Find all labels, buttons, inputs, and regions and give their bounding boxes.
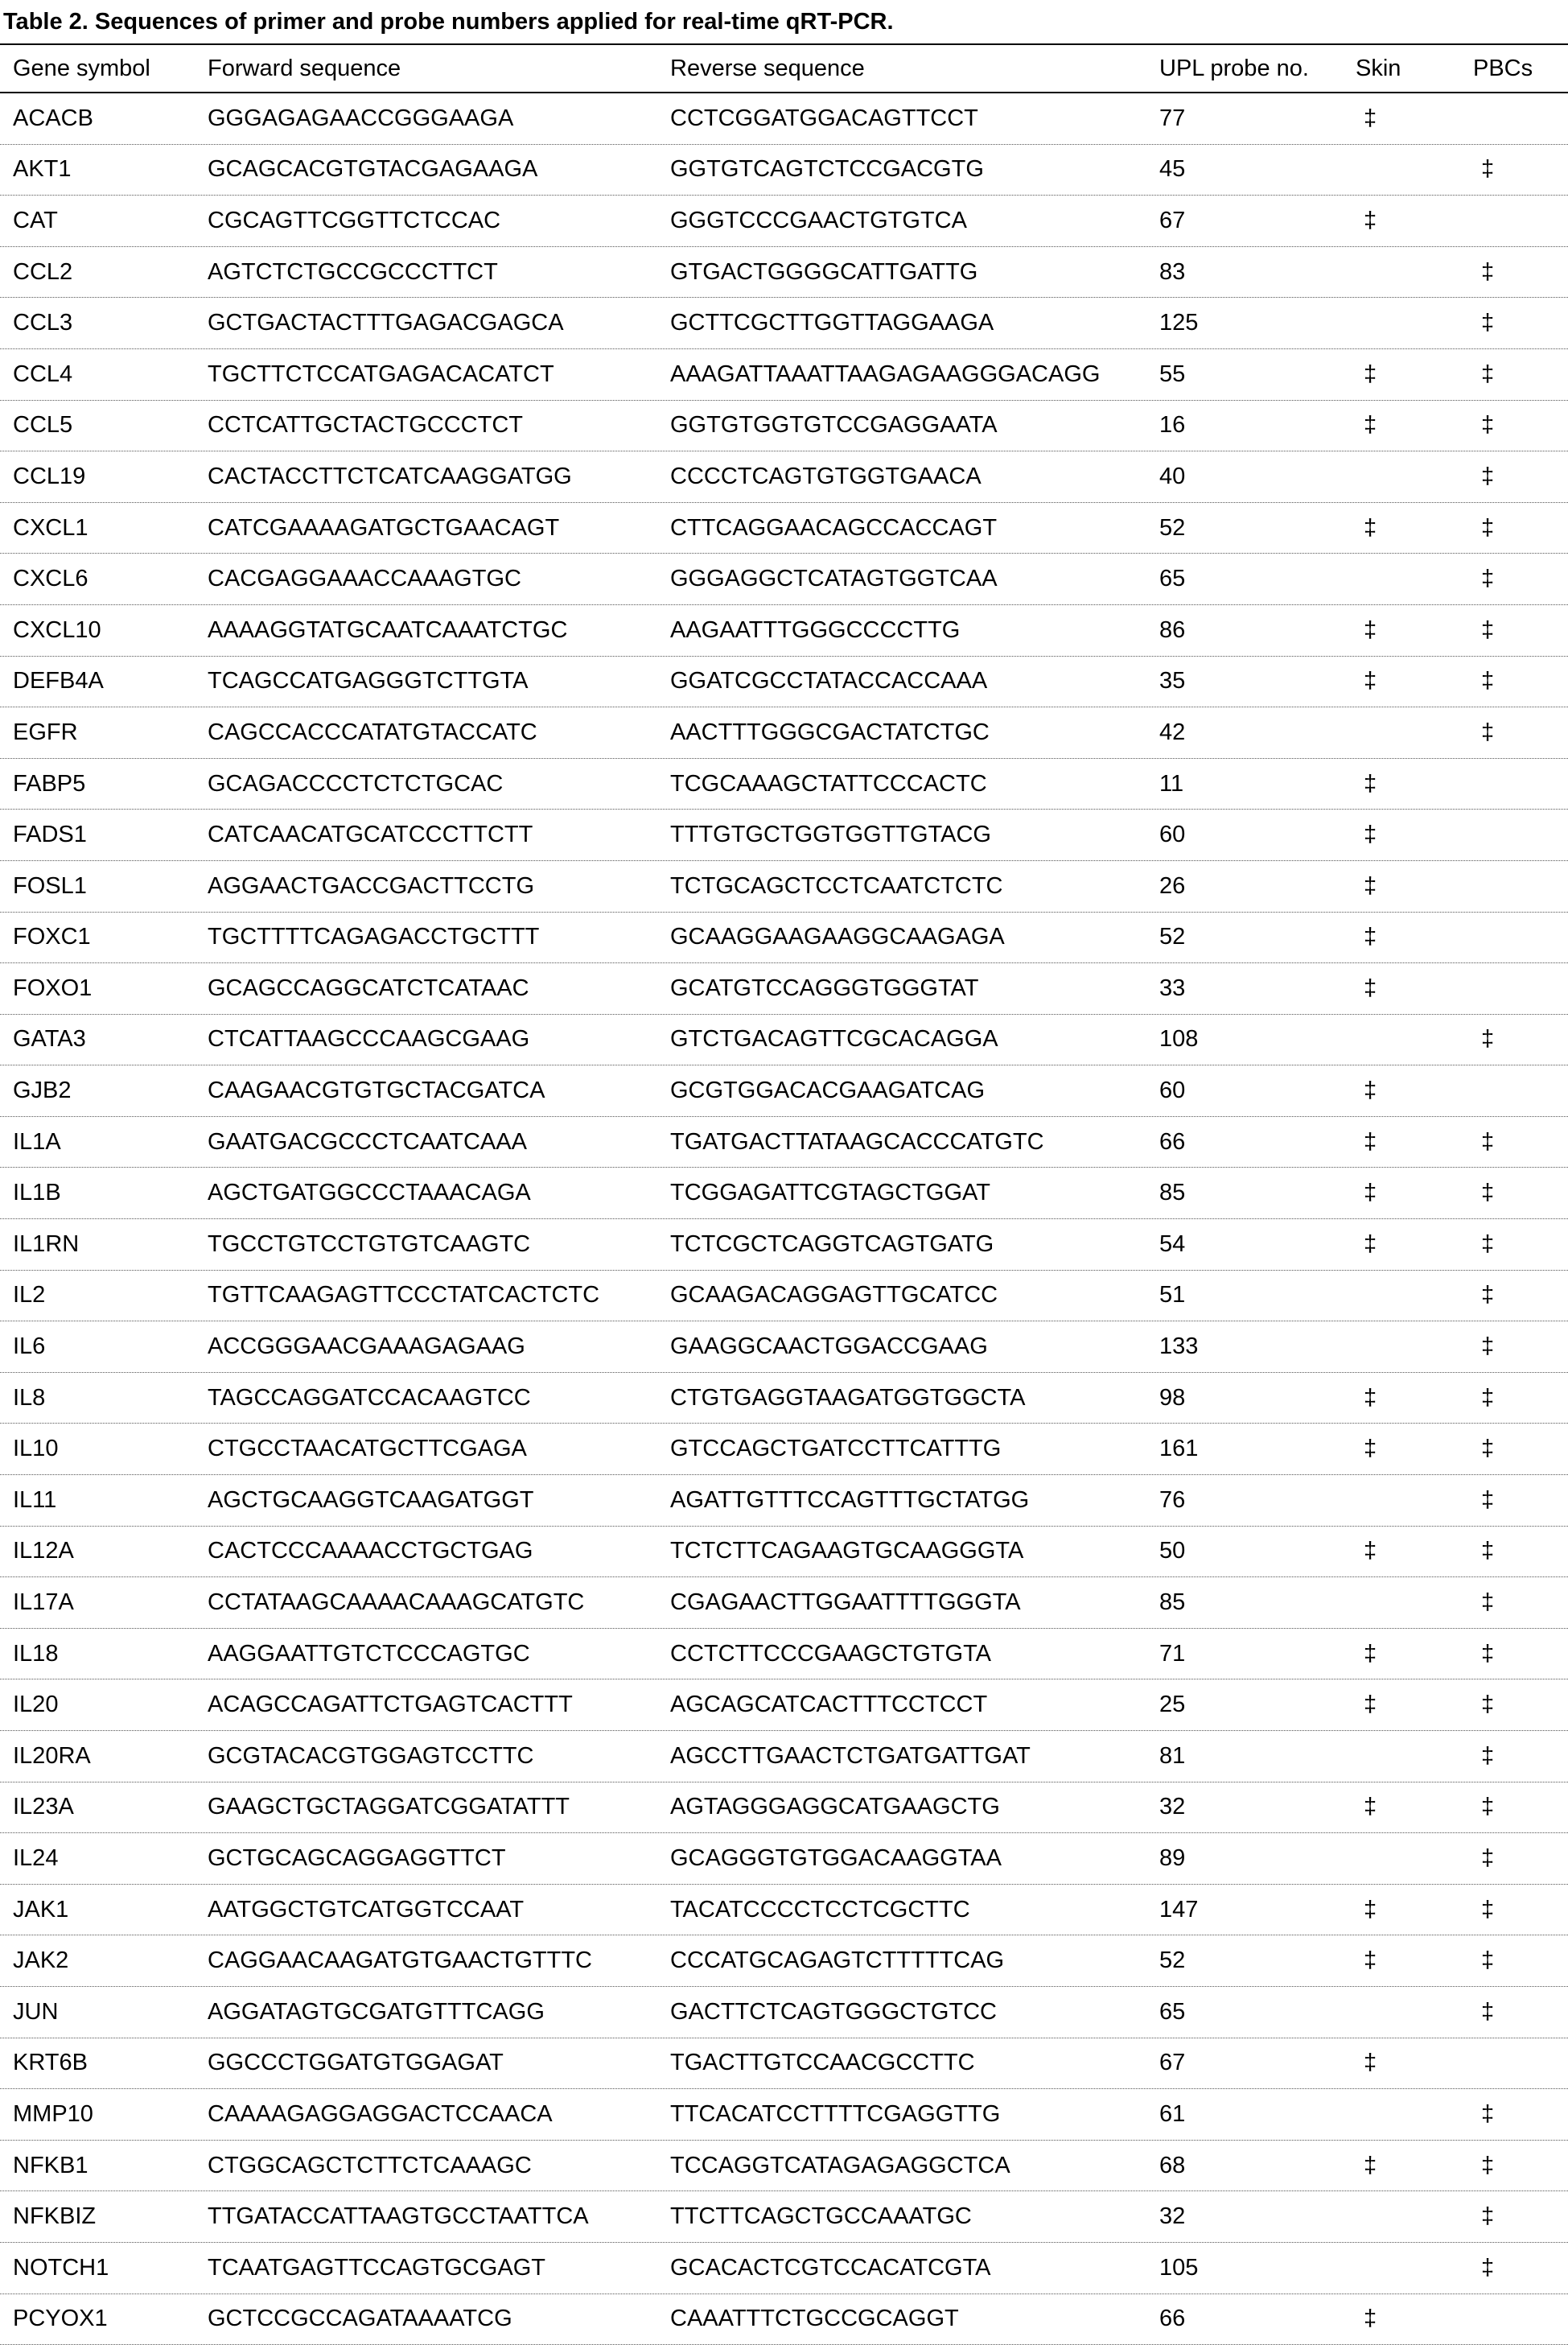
gene-symbol-cell: CCL2 — [13, 258, 73, 285]
skin-mark-cell: ‡ — [1364, 1794, 1377, 1820]
upl-probe-cell: 105 — [1159, 2254, 1199, 2281]
pbcs-mark-cell: ‡ — [1481, 1436, 1495, 1462]
gene-symbol-cell: IL10 — [13, 1436, 59, 1462]
reverse-sequence-cell: AAGAATTTGGGCCCCTTG — [670, 616, 961, 643]
gene-symbol-cell: IL23A — [13, 1794, 74, 1820]
header-upl-probe-no: UPL probe no. — [1159, 55, 1309, 81]
skin-mark-cell: ‡ — [1364, 872, 1377, 899]
upl-probe-cell: 85 — [1159, 1589, 1186, 1616]
skin-mark-cell: ‡ — [1364, 1180, 1377, 1206]
forward-sequence-cell: ACAGCCAGATTCTGAGTCACTTT — [208, 1692, 573, 1718]
reverse-sequence-cell: AAAGATTAAATTAAGAGAAGGGACAGG — [670, 361, 1101, 387]
upl-probe-cell: 67 — [1159, 2050, 1186, 2076]
table-row — [0, 1475, 1568, 1527]
skin-mark-cell: ‡ — [1364, 2050, 1377, 2076]
gene-symbol-cell: IL8 — [13, 1384, 46, 1411]
forward-sequence-cell: CCTATAAGCAAAACAAAGCATGTC — [208, 1589, 585, 1616]
pbcs-mark-cell: ‡ — [1481, 1230, 1495, 1257]
upl-probe-cell: 86 — [1159, 616, 1186, 643]
skin-mark-cell: ‡ — [1364, 1078, 1377, 1104]
skin-mark-cell: ‡ — [1364, 1896, 1377, 1923]
table-row — [0, 1731, 1568, 1782]
upl-probe-cell: 133 — [1159, 1333, 1199, 1360]
reverse-sequence-cell: GTCCAGCTGATCCTTCATTTG — [670, 1436, 1002, 1462]
upl-probe-cell: 33 — [1159, 975, 1186, 1001]
reverse-sequence-cell: AGCCTTGAACTCTGATGATTGAT — [670, 1742, 1031, 1769]
skin-mark-cell: ‡ — [1364, 412, 1377, 439]
table-row — [0, 401, 1568, 452]
upl-probe-cell: 26 — [1159, 872, 1186, 899]
forward-sequence-cell: GCAGCCAGGCATCTCATAAC — [208, 975, 529, 1001]
forward-sequence-cell: CAGCCACCCATATGTACCATC — [208, 719, 537, 745]
upl-probe-cell: 108 — [1159, 1026, 1199, 1053]
skin-mark-cell: ‡ — [1364, 1947, 1377, 1974]
header-reverse-sequence: Reverse sequence — [670, 55, 865, 81]
gene-symbol-cell: CCL4 — [13, 361, 73, 387]
skin-mark-cell: ‡ — [1364, 1692, 1377, 1718]
table-row — [0, 2294, 1568, 2345]
upl-probe-cell: 54 — [1159, 1230, 1186, 1257]
pbcs-mark-cell: ‡ — [1481, 1640, 1495, 1667]
reverse-sequence-cell: TGACTTGTCCAACGCCTTC — [670, 2050, 975, 2076]
forward-sequence-cell: TGCTTTTCAGAGACCTGCTTT — [208, 924, 540, 950]
skin-mark-cell: ‡ — [1364, 514, 1377, 541]
table-row — [0, 2089, 1568, 2141]
reverse-sequence-cell: AGTAGGGAGGCATGAAGCTG — [670, 1794, 1000, 1820]
table-body — [0, 93, 1568, 2345]
upl-probe-cell: 65 — [1159, 1998, 1186, 2025]
reverse-sequence-cell: GCAAGGAAGAAGGCAAGAGA — [670, 924, 1005, 950]
gene-symbol-cell: DEFB4A — [13, 668, 104, 694]
upl-probe-cell: 52 — [1159, 514, 1186, 541]
upl-probe-cell: 71 — [1159, 1640, 1186, 1667]
forward-sequence-cell: AGTCTCTGCCGCCCTTCT — [208, 258, 498, 285]
forward-sequence-cell: TCAGCCATGAGGGTCTTGTA — [208, 668, 529, 694]
table-row — [0, 1935, 1568, 1987]
gene-symbol-cell: FOXO1 — [13, 975, 93, 1001]
pbcs-mark-cell: ‡ — [1481, 2100, 1495, 2127]
forward-sequence-cell: CATCGAAAAGATGCTGAACAGT — [208, 514, 560, 541]
skin-mark-cell: ‡ — [1364, 2306, 1377, 2332]
skin-mark-cell: ‡ — [1364, 975, 1377, 1001]
forward-sequence-cell: CAAGAACGTGTGCTACGATCA — [208, 1078, 545, 1104]
forward-sequence-cell: GGCCCTGGATGTGGAGAT — [208, 2050, 504, 2076]
pbcs-mark-cell: ‡ — [1481, 1844, 1495, 1871]
forward-sequence-cell: TAGCCAGGATCCACAAGTCC — [208, 1384, 531, 1411]
pbcs-mark-cell: ‡ — [1481, 310, 1495, 336]
upl-probe-cell: 60 — [1159, 1078, 1186, 1104]
upl-probe-cell: 76 — [1159, 1486, 1186, 1513]
table-row — [0, 298, 1568, 349]
reverse-sequence-cell: GCACACTCGTCCACATCGTA — [670, 2254, 991, 2281]
forward-sequence-cell: AGGAACTGACCGACTTCCTG — [208, 872, 535, 899]
upl-probe-cell: 147 — [1159, 1896, 1199, 1923]
table-caption: Table 2. Sequences of primer and probe numbers applied for real-time qRT-PCR. — [3, 9, 894, 35]
forward-sequence-cell: GCTGACTACTTTGAGACGAGCA — [208, 310, 564, 336]
reverse-sequence-cell: TACATCCCCTCCTCGCTTC — [670, 1896, 970, 1923]
gene-symbol-cell: NFKB1 — [13, 2152, 88, 2178]
gene-symbol-cell: CXCL10 — [13, 616, 101, 643]
upl-probe-cell: 89 — [1159, 1844, 1186, 1871]
reverse-sequence-cell: GAAGGCAACTGGACCGAAG — [670, 1333, 988, 1360]
header-pbcs: PBCs — [1473, 55, 1533, 81]
reverse-sequence-cell: CCCCTCAGTGTGGTGAACA — [670, 463, 982, 489]
forward-sequence-cell: CAGGAACAAGATGTGAACTGTTTC — [208, 1947, 592, 1974]
gene-symbol-cell: MMP10 — [13, 2100, 93, 2127]
gene-symbol-cell: CCL3 — [13, 310, 73, 336]
table-row — [0, 1219, 1568, 1271]
upl-probe-cell: 125 — [1159, 310, 1199, 336]
forward-sequence-cell: CTGGCAGCTCTTCTCAAAGC — [208, 2152, 532, 2178]
forward-sequence-cell: CATCAACATGCATCCCTTCTT — [208, 822, 533, 848]
forward-sequence-cell: CACTCCCAAAACCTGCTGAG — [208, 1538, 533, 1564]
skin-mark-cell: ‡ — [1364, 2152, 1377, 2178]
gene-symbol-cell: FOSL1 — [13, 872, 87, 899]
reverse-sequence-cell: GTCTGACAGTTCGCACAGGA — [670, 1026, 998, 1053]
pbcs-mark-cell: ‡ — [1481, 463, 1495, 489]
skin-mark-cell: ‡ — [1364, 1538, 1377, 1564]
table-header-row — [0, 45, 1568, 93]
reverse-sequence-cell: GCTTCGCTTGGTTAGGAAGA — [670, 310, 994, 336]
upl-probe-cell: 32 — [1159, 1794, 1186, 1820]
gene-symbol-cell: KRT6B — [13, 2050, 88, 2076]
table-row — [0, 1679, 1568, 1731]
upl-probe-cell: 60 — [1159, 822, 1186, 848]
table-row — [0, 1424, 1568, 1475]
header-forward-sequence: Forward sequence — [208, 55, 401, 81]
pbcs-mark-cell: ‡ — [1481, 1026, 1495, 1053]
forward-sequence-cell: AGCTGCAAGGTCAAGATGGT — [208, 1486, 534, 1513]
pbcs-mark-cell: ‡ — [1481, 1742, 1495, 1769]
forward-sequence-cell: AAGGAATTGTCTCCCAGTGC — [208, 1640, 530, 1667]
pbcs-mark-cell: ‡ — [1481, 258, 1495, 285]
skin-mark-cell: ‡ — [1364, 1128, 1377, 1155]
table-row — [0, 1065, 1568, 1117]
table-row — [0, 657, 1568, 708]
pbcs-mark-cell: ‡ — [1481, 2152, 1495, 2178]
gene-symbol-cell: JAK1 — [13, 1896, 69, 1923]
skin-mark-cell: ‡ — [1364, 770, 1377, 797]
header-skin: Skin — [1356, 55, 1401, 81]
upl-probe-cell: 98 — [1159, 1384, 1186, 1411]
table-row — [0, 1833, 1568, 1885]
forward-sequence-cell: AATGGCTGTCATGGTCCAAT — [208, 1896, 525, 1923]
pbcs-mark-cell: ‡ — [1481, 1896, 1495, 1923]
table-row — [0, 913, 1568, 964]
table-row — [0, 503, 1568, 554]
pbcs-mark-cell: ‡ — [1481, 1333, 1495, 1360]
skin-mark-cell: ‡ — [1364, 1640, 1377, 1667]
upl-probe-cell: 25 — [1159, 1692, 1186, 1718]
gene-symbol-cell: CXCL1 — [13, 514, 88, 541]
forward-sequence-cell: CACGAGGAAACCAAAGTGC — [208, 566, 521, 592]
table-row — [0, 810, 1568, 861]
table-row — [0, 1629, 1568, 1680]
forward-sequence-cell: CAAAAGAGGAGGACTCCAACA — [208, 2100, 553, 2127]
upl-probe-cell: 11 — [1159, 770, 1184, 797]
gene-symbol-cell: CAT — [13, 207, 58, 233]
upl-probe-cell: 81 — [1159, 1742, 1186, 1769]
reverse-sequence-cell: TCTGCAGCTCCTCAATCTCTC — [670, 872, 1003, 899]
upl-probe-cell: 42 — [1159, 719, 1186, 745]
forward-sequence-cell: ACCGGGAACGAAAGAGAAG — [208, 1333, 525, 1360]
table-row — [0, 349, 1568, 401]
gene-symbol-cell: ACACB — [13, 105, 93, 131]
reverse-sequence-cell: TCGGAGATTCGTAGCTGGAT — [670, 1180, 990, 1206]
table-row — [0, 759, 1568, 810]
gene-symbol-cell: FADS1 — [13, 822, 87, 848]
reverse-sequence-cell: CAAATTTCTGCCGCAGGT — [670, 2306, 959, 2332]
gene-symbol-cell: GJB2 — [13, 1078, 72, 1104]
forward-sequence-cell: GCTGCAGCAGGAGGTTCT — [208, 1844, 506, 1871]
gene-symbol-cell: EGFR — [13, 719, 78, 745]
skin-mark-cell: ‡ — [1364, 822, 1377, 848]
pbcs-mark-cell: ‡ — [1481, 616, 1495, 643]
table-row — [0, 451, 1568, 503]
gene-symbol-cell: CCL5 — [13, 412, 73, 439]
reverse-sequence-cell: TTCTTCAGCTGCCAAATGC — [670, 2203, 972, 2230]
skin-mark-cell: ‡ — [1364, 207, 1377, 233]
gene-symbol-cell: IL20 — [13, 1692, 59, 1718]
upl-probe-cell: 35 — [1159, 668, 1186, 694]
pbcs-mark-cell: ‡ — [1481, 2254, 1495, 2281]
reverse-sequence-cell: TTTGTGCTGGTGGTTGTACG — [670, 822, 991, 848]
reverse-sequence-cell: GTGACTGGGGCATTGATTG — [670, 258, 978, 285]
table-row — [0, 861, 1568, 913]
forward-sequence-cell: GCGTACACGTGGAGTCCTTC — [208, 1742, 534, 1769]
reverse-sequence-cell: TCGCAAAGCTATTCCCACTC — [670, 770, 987, 797]
forward-sequence-cell: GAAGCTGCTAGGATCGGATATTT — [208, 1794, 570, 1820]
upl-probe-cell: 52 — [1159, 924, 1186, 950]
table-row — [0, 1373, 1568, 1424]
gene-symbol-cell: GATA3 — [13, 1026, 86, 1053]
gene-symbol-cell: NOTCH1 — [13, 2254, 109, 2281]
table-row — [0, 707, 1568, 759]
upl-probe-cell: 161 — [1159, 1436, 1199, 1462]
upl-probe-cell: 51 — [1159, 1282, 1186, 1309]
pbcs-mark-cell: ‡ — [1481, 668, 1495, 694]
upl-probe-cell: 61 — [1159, 2100, 1186, 2127]
upl-probe-cell: 55 — [1159, 361, 1186, 387]
reverse-sequence-cell: TCTCGCTCAGGTCAGTGATG — [670, 1230, 994, 1257]
gene-symbol-cell: IL1B — [13, 1180, 61, 1206]
forward-sequence-cell: TGCCTGTCCTGTGTCAAGTC — [208, 1230, 531, 1257]
table-row — [0, 1987, 1568, 2038]
upl-probe-cell: 45 — [1159, 156, 1186, 183]
reverse-sequence-cell: GCGTGGACACGAAGATCAG — [670, 1078, 986, 1104]
reverse-sequence-cell: GGGAGGCTCATAGTGGTCAA — [670, 566, 998, 592]
upl-probe-cell: 32 — [1159, 2203, 1186, 2230]
reverse-sequence-cell: AGCAGCATCACTTTCCTCCT — [670, 1692, 988, 1718]
upl-probe-cell: 65 — [1159, 566, 1186, 592]
gene-symbol-cell: IL1RN — [13, 1230, 80, 1257]
pbcs-mark-cell: ‡ — [1481, 1794, 1495, 1820]
table-row — [0, 1271, 1568, 1322]
table-row — [0, 1577, 1568, 1629]
gene-symbol-cell: IL20RA — [13, 1742, 91, 1769]
table-row — [0, 93, 1568, 145]
skin-mark-cell: ‡ — [1364, 924, 1377, 950]
upl-probe-cell: 77 — [1159, 105, 1186, 131]
reverse-sequence-cell: GCATGTCCAGGGTGGGTAT — [670, 975, 979, 1001]
upl-probe-cell: 16 — [1159, 412, 1186, 439]
upl-probe-cell: 52 — [1159, 1947, 1186, 1974]
reverse-sequence-cell: AGATTGTTTCCAGTTTGCTATGG — [670, 1486, 1030, 1513]
reverse-sequence-cell: GGTGTGGTGTCCGAGGAATA — [670, 412, 998, 439]
pbcs-mark-cell: ‡ — [1481, 1589, 1495, 1616]
upl-probe-cell: 50 — [1159, 1538, 1186, 1564]
pbcs-mark-cell: ‡ — [1481, 2203, 1495, 2230]
pbcs-mark-cell: ‡ — [1481, 1486, 1495, 1513]
pbcs-mark-cell: ‡ — [1481, 361, 1495, 387]
skin-mark-cell: ‡ — [1364, 1436, 1377, 1462]
upl-probe-cell: 40 — [1159, 463, 1186, 489]
table-row — [0, 1885, 1568, 1936]
gene-symbol-cell: AKT1 — [13, 156, 72, 183]
forward-sequence-cell: TTGATACCATTAAGTGCCTAATTCA — [208, 2203, 589, 2230]
upl-probe-cell: 85 — [1159, 1180, 1186, 1206]
reverse-sequence-cell: GCAAGACAGGAGTTGCATCC — [670, 1282, 998, 1309]
header-gene-symbol: Gene symbol — [13, 55, 150, 81]
table-row — [0, 1168, 1568, 1219]
forward-sequence-cell: TGCTTCTCCATGAGACACATCT — [208, 361, 554, 387]
table-row — [0, 2243, 1568, 2294]
skin-mark-cell: ‡ — [1364, 1384, 1377, 1411]
pbcs-mark-cell: ‡ — [1481, 1282, 1495, 1309]
reverse-sequence-cell: CCTCTTCCCGAAGCTGTGTA — [670, 1640, 991, 1667]
forward-sequence-cell: GCAGACCCCTCTCTGCAC — [208, 770, 504, 797]
forward-sequence-cell: GCTCCGCCAGATAAAATCG — [208, 2306, 512, 2332]
table-row — [0, 247, 1568, 299]
gene-symbol-cell: IL24 — [13, 1844, 59, 1871]
table-row — [0, 2038, 1568, 2090]
pbcs-mark-cell: ‡ — [1481, 1998, 1495, 2025]
reverse-sequence-cell: AACTTTGGGCGACTATCTGC — [670, 719, 990, 745]
gene-symbol-cell: NFKBIZ — [13, 2203, 97, 2230]
table-row — [0, 2191, 1568, 2243]
table-row — [0, 1321, 1568, 1373]
upl-probe-cell: 83 — [1159, 258, 1186, 285]
table-row — [0, 2141, 1568, 2192]
gene-symbol-cell: PCYOX1 — [13, 2306, 108, 2332]
gene-symbol-cell: IL12A — [13, 1538, 74, 1564]
pbcs-mark-cell: ‡ — [1481, 156, 1495, 183]
table-row — [0, 196, 1568, 247]
table-row — [0, 145, 1568, 196]
skin-mark-cell: ‡ — [1364, 1230, 1377, 1257]
forward-sequence-cell: TGTTCAAGAGTTCCCTATCACTCTC — [208, 1282, 600, 1309]
reverse-sequence-cell: TGATGACTTATAAGCACCCATGTC — [670, 1128, 1044, 1155]
reverse-sequence-cell: CCTCGGATGGACAGTTCCT — [670, 105, 978, 131]
gene-symbol-cell: IL17A — [13, 1589, 74, 1616]
skin-mark-cell: ‡ — [1364, 361, 1377, 387]
skin-mark-cell: ‡ — [1364, 105, 1377, 131]
pbcs-mark-cell: ‡ — [1481, 1538, 1495, 1564]
forward-sequence-cell: CCTCATTGCTACTGCCCTCT — [208, 412, 523, 439]
forward-sequence-cell: CTGCCTAACATGCTTCGAGA — [208, 1436, 527, 1462]
gene-symbol-cell: IL6 — [13, 1333, 46, 1360]
gene-symbol-cell: CXCL6 — [13, 566, 88, 592]
table-row — [0, 605, 1568, 657]
forward-sequence-cell: GGGAGAGAACCGGGAAGA — [208, 105, 514, 131]
gene-symbol-cell: JAK2 — [13, 1947, 69, 1974]
reverse-sequence-cell: TCCAGGTCATAGAGAGGCTCA — [670, 2152, 1010, 2178]
forward-sequence-cell: CGCAGTTCGGTTCTCCAC — [208, 207, 501, 233]
reverse-sequence-cell: CTTCAGGAACAGCCACCAGT — [670, 514, 998, 541]
reverse-sequence-cell: TCTCTTCAGAAGTGCAAGGGTA — [670, 1538, 1024, 1564]
forward-sequence-cell: GAATGACGCCCTCAATCAAA — [208, 1128, 527, 1155]
forward-sequence-cell: CACTACCTTCTCATCAAGGATGG — [208, 463, 572, 489]
pbcs-mark-cell: ‡ — [1481, 1128, 1495, 1155]
reverse-sequence-cell: GGATCGCCTATACCACCAAA — [670, 668, 988, 694]
reverse-sequence-cell: CGAGAACTTGGAATTTTGGGTA — [670, 1589, 1021, 1616]
table-row — [0, 1015, 1568, 1066]
reverse-sequence-cell: GCAGGGTGTGGACAAGGTAA — [670, 1844, 1002, 1871]
pbcs-mark-cell: ‡ — [1481, 1692, 1495, 1718]
pbcs-mark-cell: ‡ — [1481, 1947, 1495, 1974]
gene-symbol-cell: CCL19 — [13, 463, 86, 489]
table-row — [0, 1117, 1568, 1168]
gene-symbol-cell: IL2 — [13, 1282, 46, 1309]
forward-sequence-cell: CTCATTAAGCCCAAGCGAAG — [208, 1026, 530, 1053]
forward-sequence-cell: AAAAGGTATGCAATCAAATCTGC — [208, 616, 568, 643]
upl-probe-cell: 66 — [1159, 2306, 1186, 2332]
upl-probe-cell: 67 — [1159, 207, 1186, 233]
pbcs-mark-cell: ‡ — [1481, 412, 1495, 439]
forward-sequence-cell: AGCTGATGGCCCTAAACAGA — [208, 1180, 531, 1206]
pbcs-mark-cell: ‡ — [1481, 514, 1495, 541]
pbcs-mark-cell: ‡ — [1481, 1180, 1495, 1206]
upl-probe-cell: 68 — [1159, 2152, 1186, 2178]
pbcs-mark-cell: ‡ — [1481, 719, 1495, 745]
reverse-sequence-cell: GGTGTCAGTCTCCGACGTG — [670, 156, 984, 183]
reverse-sequence-cell: CCCATGCAGAGTCTTTTTCAG — [670, 1947, 1005, 1974]
pbcs-mark-cell: ‡ — [1481, 566, 1495, 592]
table-row — [0, 1782, 1568, 1834]
pbcs-mark-cell: ‡ — [1481, 1384, 1495, 1411]
gene-symbol-cell: IL1A — [13, 1128, 61, 1155]
reverse-sequence-cell: GGGTCCCGAACTGTGTCA — [670, 207, 967, 233]
reverse-sequence-cell: GACTTCTCAGTGGGCTGTCC — [670, 1998, 997, 2025]
gene-symbol-cell: IL18 — [13, 1640, 59, 1667]
gene-symbol-cell: FOXC1 — [13, 924, 91, 950]
forward-sequence-cell: AGGATAGTGCGATGTTTCAGG — [208, 1998, 545, 2025]
forward-sequence-cell: TCAATGAGTTCCAGTGCGAGT — [208, 2254, 545, 2281]
table-row — [0, 554, 1568, 605]
skin-mark-cell: ‡ — [1364, 668, 1377, 694]
reverse-sequence-cell: CTGTGAGGTAAGATGGTGGCTA — [670, 1384, 1026, 1411]
upl-probe-cell: 66 — [1159, 1128, 1186, 1155]
table-row — [0, 1527, 1568, 1578]
forward-sequence-cell: GCAGCACGTGTACGAGAAGA — [208, 156, 538, 183]
skin-mark-cell: ‡ — [1364, 616, 1377, 643]
reverse-sequence-cell: TTCACATCCTTTTCGAGGTTG — [670, 2100, 1001, 2127]
primer-table — [0, 43, 1568, 2345]
gene-symbol-cell: JUN — [13, 1998, 59, 2025]
table-row — [0, 963, 1568, 1015]
gene-symbol-cell: IL11 — [13, 1486, 57, 1513]
gene-symbol-cell: FABP5 — [13, 770, 86, 797]
